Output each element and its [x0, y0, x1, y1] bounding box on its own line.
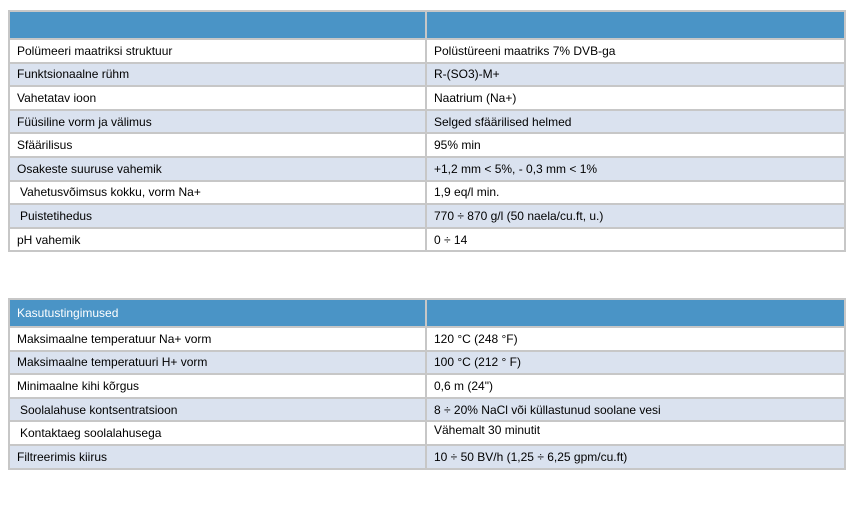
property-label: pH vahemik [9, 228, 426, 252]
condition-label: Maksimaalne temperatuuri H+ vorm [9, 351, 426, 375]
table-row [9, 228, 845, 252]
table-row [9, 351, 845, 375]
condition-value: 8 ÷ 20% NaCl või küllastunud soolane vesi [426, 398, 845, 422]
property-value: Polüstüreeni maatriks 7% DVB-ga [426, 39, 845, 63]
table-row [9, 445, 845, 469]
condition-label: Soolalahuse kontsentratsioon [9, 398, 426, 422]
property-label: Osakeste suuruse vahemik [9, 157, 426, 181]
property-value: Naatrium (Na+) [426, 86, 845, 110]
condition-value: 120 °C (248 °F) [426, 327, 845, 351]
property-label: Vahetatav ioon [9, 86, 426, 110]
table-header-row [9, 11, 845, 39]
condition-value: 100 °C (212 ° F) [426, 351, 845, 375]
condition-label: Kontaktaeg soolalahusega [9, 421, 426, 445]
property-label: Funktsionaalne rühm [9, 63, 426, 87]
condition-label: Maksimaalne temperatuur Na+ vorm [9, 327, 426, 351]
property-value: 770 ÷ 870 g/l (50 naela/cu.ft, u.) [426, 204, 845, 228]
table-row [9, 110, 845, 134]
header-cell [9, 11, 426, 39]
table-row [9, 63, 845, 87]
property-value: +1,2 mm < 5%, - 0,3 mm < 1% [426, 157, 845, 181]
table-row [9, 86, 845, 110]
condition-value: 10 ÷ 50 BV/h (1,25 ÷ 6,25 gpm/cu.ft) [426, 445, 845, 469]
property-label: Puistetihedus [9, 204, 426, 228]
condition-value: Vähemalt 30 minutit [426, 421, 845, 445]
table-row [9, 39, 845, 63]
property-label: Vahetusvõimsus kokku, vorm Na+ [9, 181, 426, 205]
property-label: Sfäärilisus [9, 133, 426, 157]
property-value: Selged sfäärilised helmed [426, 110, 845, 134]
resin-properties-table [8, 10, 846, 252]
header-cell [426, 299, 845, 327]
table-row [9, 421, 845, 445]
property-value: 0 ÷ 14 [426, 228, 845, 252]
table-row [9, 133, 845, 157]
property-value: 1,9 eq/l min. [426, 181, 845, 205]
section-title: Kasutustingimused [9, 299, 426, 327]
usage-conditions-table [8, 298, 846, 470]
header-cell [426, 11, 845, 39]
condition-label: Filtreerimis kiirus [9, 445, 426, 469]
condition-label: Minimaalne kihi kõrgus [9, 374, 426, 398]
table-row [9, 157, 845, 181]
property-label: Polümeeri maatriksi struktuur [9, 39, 426, 63]
table-header-row [9, 299, 845, 327]
table-row [9, 327, 845, 351]
property-label: Füüsiline vorm ja välimus [9, 110, 426, 134]
table-row [9, 374, 845, 398]
property-value: R-(SO3)-M+ [426, 63, 845, 87]
table-row [9, 398, 845, 422]
condition-value: 0,6 m (24") [426, 374, 845, 398]
table-row [9, 181, 845, 205]
table-row [9, 204, 845, 228]
property-value: 95% min [426, 133, 845, 157]
